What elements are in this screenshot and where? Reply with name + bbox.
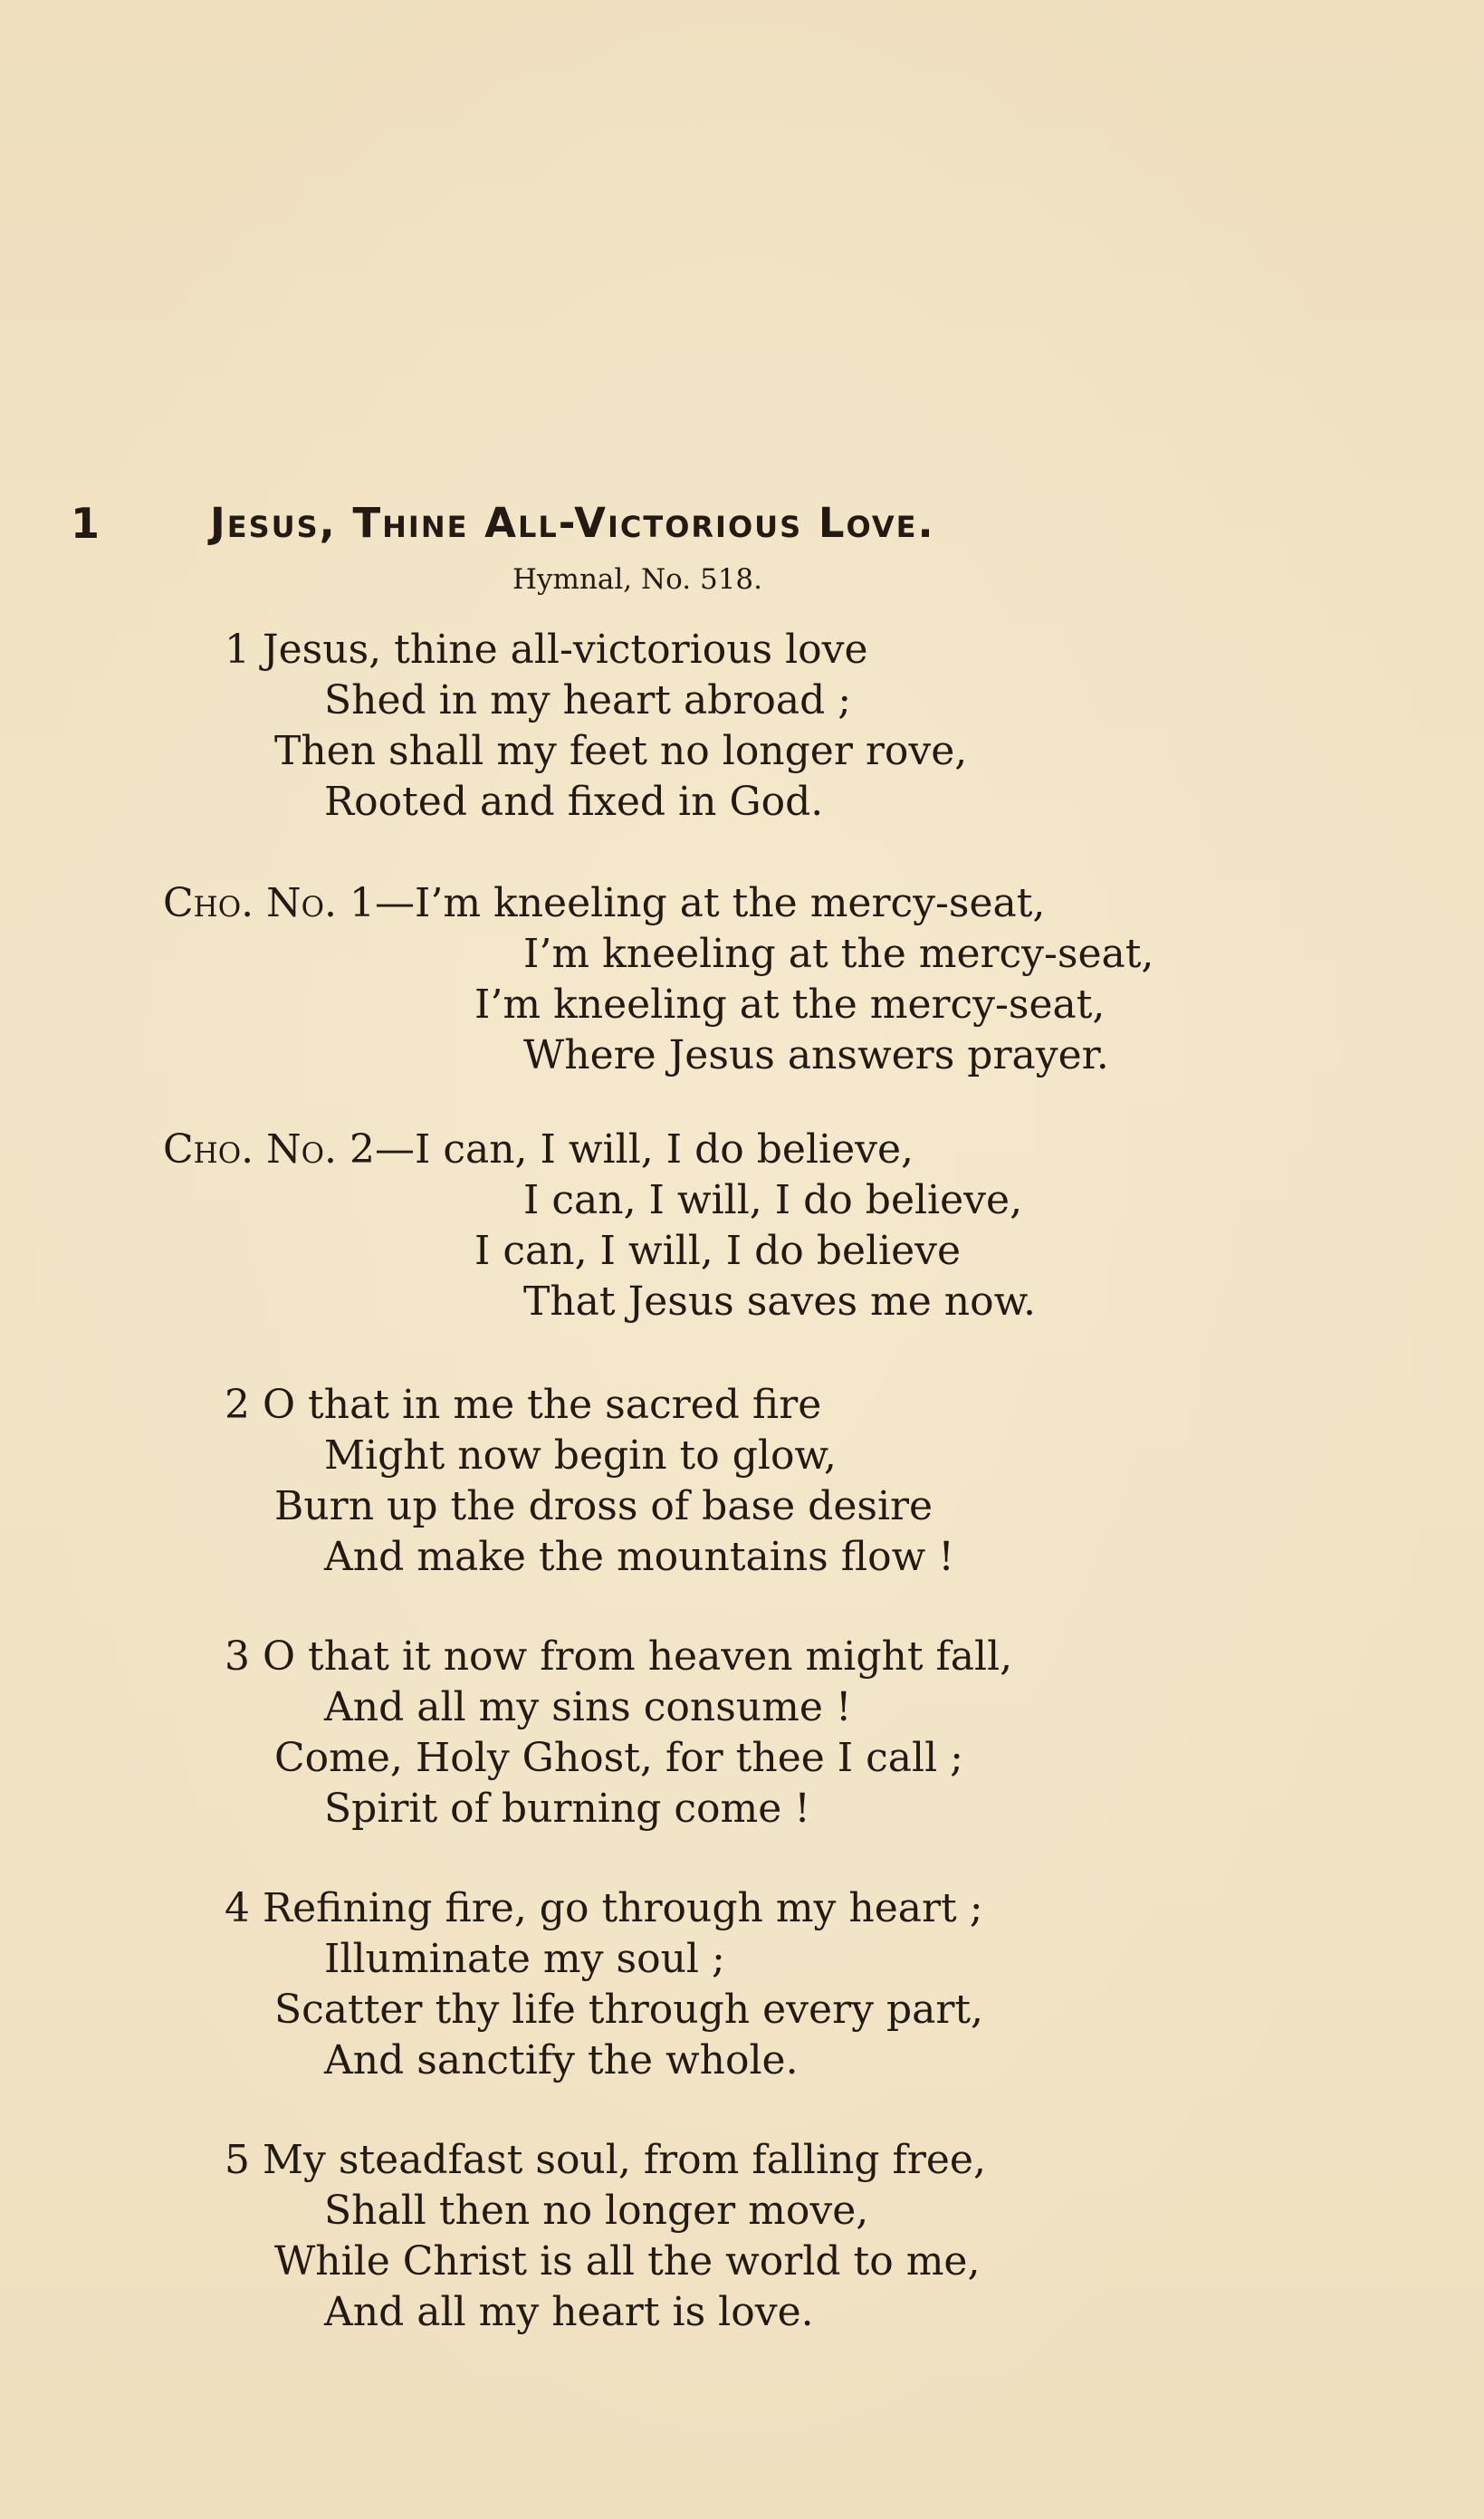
stanza-2-number: 2 <box>225 1382 250 1428</box>
stanza-1-line-1 <box>225 625 868 675</box>
stanza-4-number: 4 <box>225 1885 250 1931</box>
stanza-3-line-1-text: O that it now from heaven might fall, <box>263 1633 1013 1680</box>
stanza-3-line-4: Spirit of burning come ! <box>324 1786 810 1832</box>
stanza-1-line-1-text: Jesus, thine all-victorious love <box>263 627 868 673</box>
stanza-5-line-4: And all my heart is love. <box>324 2289 814 2335</box>
chorus-2-line-4: That Jesus saves me now. <box>523 1279 1037 1325</box>
stanza-1-line-4: Rooted and fixed in God. <box>324 779 824 825</box>
stanza-4-line-1-text: Refining fire, go through my heart ; <box>263 1885 983 1931</box>
hymnal-reference: Hymnal, No. 518. <box>512 563 762 596</box>
stanza-4-line-1 <box>225 1883 983 1934</box>
chorus-2-label: Cho. No. 2— <box>163 1126 415 1173</box>
stanza-2-line-3: Burn up the dross of base desire <box>274 1483 933 1529</box>
stanza-5-line-1-text: My steadfast soul, from falling free, <box>263 2137 986 2183</box>
stanza-1-number: 1 <box>225 627 250 673</box>
stanza-2-line-1 <box>225 1380 821 1431</box>
chorus-1-line-2: I’m kneeling at the mercy-seat, <box>523 931 1154 977</box>
stanza-5-number: 5 <box>225 2137 250 2183</box>
chorus-1-line-4: Where Jesus answers prayer. <box>523 1032 1109 1078</box>
chorus-1-label: Cho. No. 1— <box>163 880 415 926</box>
stanza-2-line-4: And make the mountains flow ! <box>324 1534 954 1580</box>
stanza-1-line-3: Then shall my feet no longer rove, <box>274 728 968 774</box>
stanza-2-line-1-text: O that in me the sacred fire <box>263 1382 822 1428</box>
chorus-2-line-3: I can, I will, I do believe <box>474 1228 962 1274</box>
hymn-title: Jesus, Thine All-Victorious Love. <box>210 499 935 547</box>
chorus-2-line-2: I can, I will, I do believe, <box>523 1177 1023 1223</box>
stanza-4-line-3: Scatter thy life through every part, <box>274 1987 984 2033</box>
stanza-2-line-2: Might now begin to glow, <box>324 1432 837 1479</box>
stanza-1-line-2: Shed in my heart abroad ; <box>324 677 852 723</box>
stanza-3-number: 3 <box>225 1633 250 1680</box>
stanza-5-line-3: While Christ is all the world to me, <box>274 2238 981 2284</box>
stanza-3-line-1 <box>225 1632 1012 1682</box>
chorus-2-line-1 <box>163 1125 914 1175</box>
chorus-2-line-1-text: I can, I will, I do believe, <box>414 1126 914 1173</box>
chorus-1-line-3: I’m kneeling at the mercy-seat, <box>474 982 1106 1028</box>
chorus-1-line-1 <box>163 878 1045 929</box>
stanza-5-line-2: Shall then no longer move, <box>324 2188 869 2234</box>
hymn-number: 1 <box>71 499 101 548</box>
stanza-4-line-4: And sanctify the whole. <box>324 2037 799 2083</box>
stanza-5-line-1 <box>225 2135 986 2186</box>
stanza-3-line-3: Come, Holy Ghost, for thee I call ; <box>274 1735 963 1781</box>
chorus-1-line-1-text: I’m kneeling at the mercy-seat, <box>414 880 1046 926</box>
stanza-4-line-2: Illuminate my soul ; <box>324 1936 725 1982</box>
stanza-3-line-2: And all my sins consume ! <box>324 1684 852 1730</box>
